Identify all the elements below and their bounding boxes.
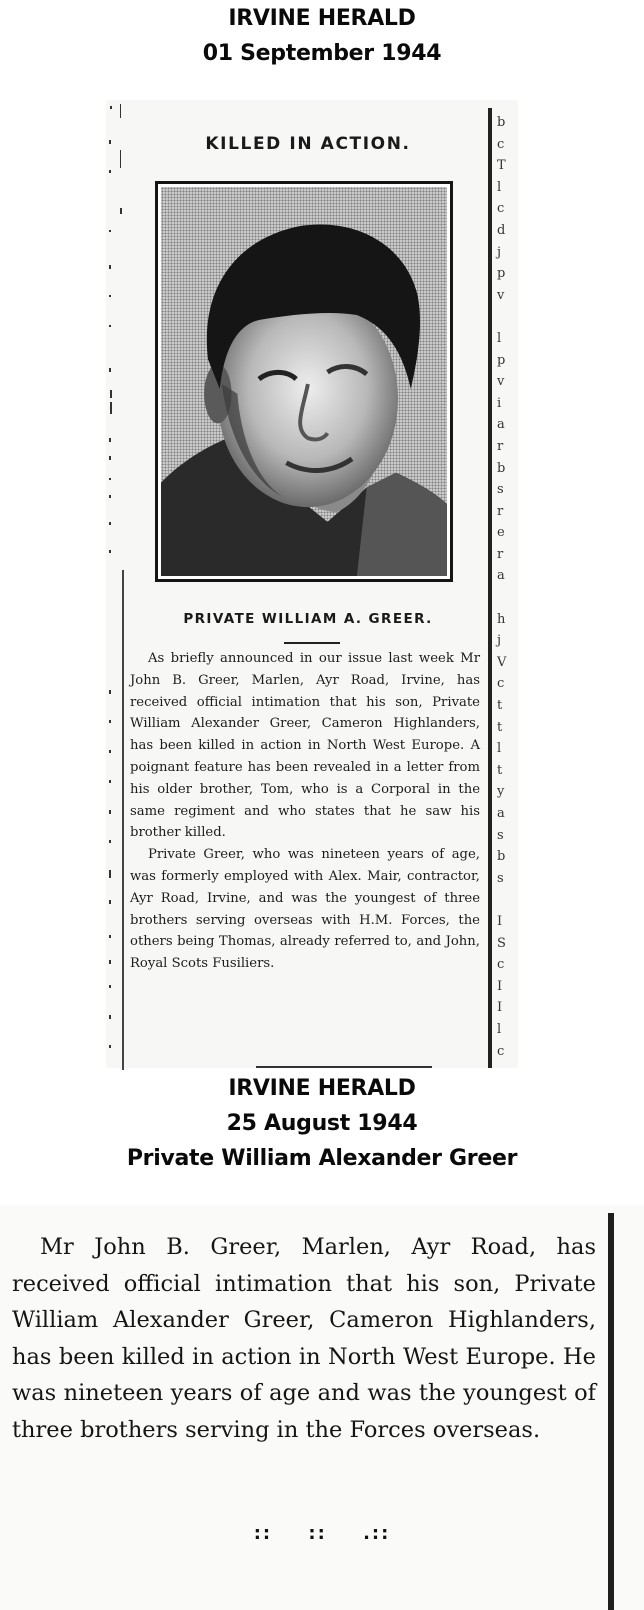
article-body-aug	[12, 1229, 596, 1448]
article-subject-heading: Private William Alexander Greer	[126, 1146, 518, 1171]
fragment: l	[497, 1021, 502, 1037]
headline: KILLED IN ACTION.	[205, 134, 411, 154]
fragment: c	[497, 201, 505, 217]
fragment: a	[497, 417, 505, 433]
caption-divider	[284, 642, 340, 644]
fragment: t	[497, 698, 503, 714]
fragment: c	[497, 957, 505, 973]
fragment: I	[497, 1000, 503, 1016]
fragment: i	[497, 395, 502, 411]
article-body-sept	[130, 648, 480, 975]
fragment: r	[497, 438, 504, 454]
publication-date-2: 25 August 1944	[226, 1111, 418, 1136]
fragment: b	[497, 115, 506, 130]
fragment: j	[497, 244, 502, 260]
fragment: a	[497, 806, 505, 821]
ornament-mark: ::	[253, 1523, 273, 1544]
fragment	[497, 889, 517, 911]
fragment: l	[497, 741, 502, 757]
adjacent-column-text	[497, 112, 517, 1062]
fragment: a	[497, 568, 505, 584]
newspaper-clipping-sept	[106, 100, 518, 1068]
fragment: p	[497, 266, 506, 282]
photo-caption: PRIVATE WILLIAM A. GREER.	[183, 611, 433, 627]
fragment: c	[497, 136, 505, 152]
column-rule-left	[122, 570, 124, 1070]
fragment: t	[497, 762, 503, 778]
fragment: T	[497, 158, 506, 174]
portrait-illustration	[161, 187, 447, 576]
previous-column-edge	[106, 100, 128, 1068]
publication-date-1: 01 September 1944	[202, 41, 442, 66]
publication-title-1: IRVINE HERALD	[228, 6, 416, 31]
fragment: v	[497, 374, 505, 390]
fragment	[497, 306, 517, 328]
ornament-divider	[0, 1523, 644, 1544]
fragment: r	[497, 503, 504, 519]
article-paragraph: Mr John B. Greer, Marlen, Ayr Road, has received official intimation that his son, Private William Alexander Greer, Cameron Highlanders, has been killed in action in North West Europe. He was nineteen years of age and was the youngest of three brothers serving in the Forces overseas.	[12, 1234, 596, 1443]
article-paragraph-2: Private Greer, who was nineteen years of age, was formerly employed with Alex. Mair, contractor, Ayr Road, Irvine, and was the youngest of three brothers serving overseas with H.M. Forces, the others being Thomas, already referred to, and John, Royal Scots Fusiliers.	[130, 847, 480, 972]
fragment: j	[497, 633, 502, 649]
publication-title-2: IRVINE HERALD	[228, 1076, 416, 1101]
fragment: r	[497, 546, 504, 562]
fragment: y	[497, 784, 505, 800]
fragment: l	[497, 179, 502, 195]
fragment: p	[497, 352, 506, 368]
ornament-mark: .::	[363, 1523, 391, 1544]
fragment: e	[497, 525, 505, 541]
fragment	[497, 587, 517, 609]
column-rule-right	[488, 108, 492, 1068]
fragment: I	[497, 978, 503, 994]
fragment: v	[497, 287, 505, 303]
article-paragraph-1: As briefly announced in our issue last week Mr John B. Greer, Marlen, Ayr Road, Irvine, has received official intimation that his son, Private William Alexander Greer, Cameron Highlanders, has been killed in action in North West Europe. A poignant feature has been revealed in a letter from his older brother, Tom, who is a Corporal in the same regiment and who states that he saw his brother killed.	[130, 651, 480, 841]
fragment: b	[497, 460, 506, 476]
article-end-rule	[256, 1066, 432, 1068]
fragment: c	[497, 1043, 505, 1059]
fragment: s	[497, 482, 504, 498]
newspaper-clipping-aug	[0, 1205, 644, 1610]
fragment: V	[497, 654, 507, 670]
portrait-photo-frame	[155, 181, 453, 582]
fragment: I	[497, 913, 503, 929]
portrait-photo	[161, 187, 447, 576]
fragment: c	[497, 676, 505, 692]
fragment: b	[497, 849, 506, 865]
fragment: S	[497, 935, 506, 951]
fragment: s	[497, 827, 504, 843]
fragment: s	[497, 870, 504, 886]
fragment: d	[497, 222, 506, 238]
ornament-mark: ::	[308, 1523, 327, 1544]
fragment: l	[497, 330, 502, 346]
column-rule	[608, 1213, 614, 1610]
fragment: h	[497, 611, 506, 627]
fragment: t	[497, 719, 503, 735]
